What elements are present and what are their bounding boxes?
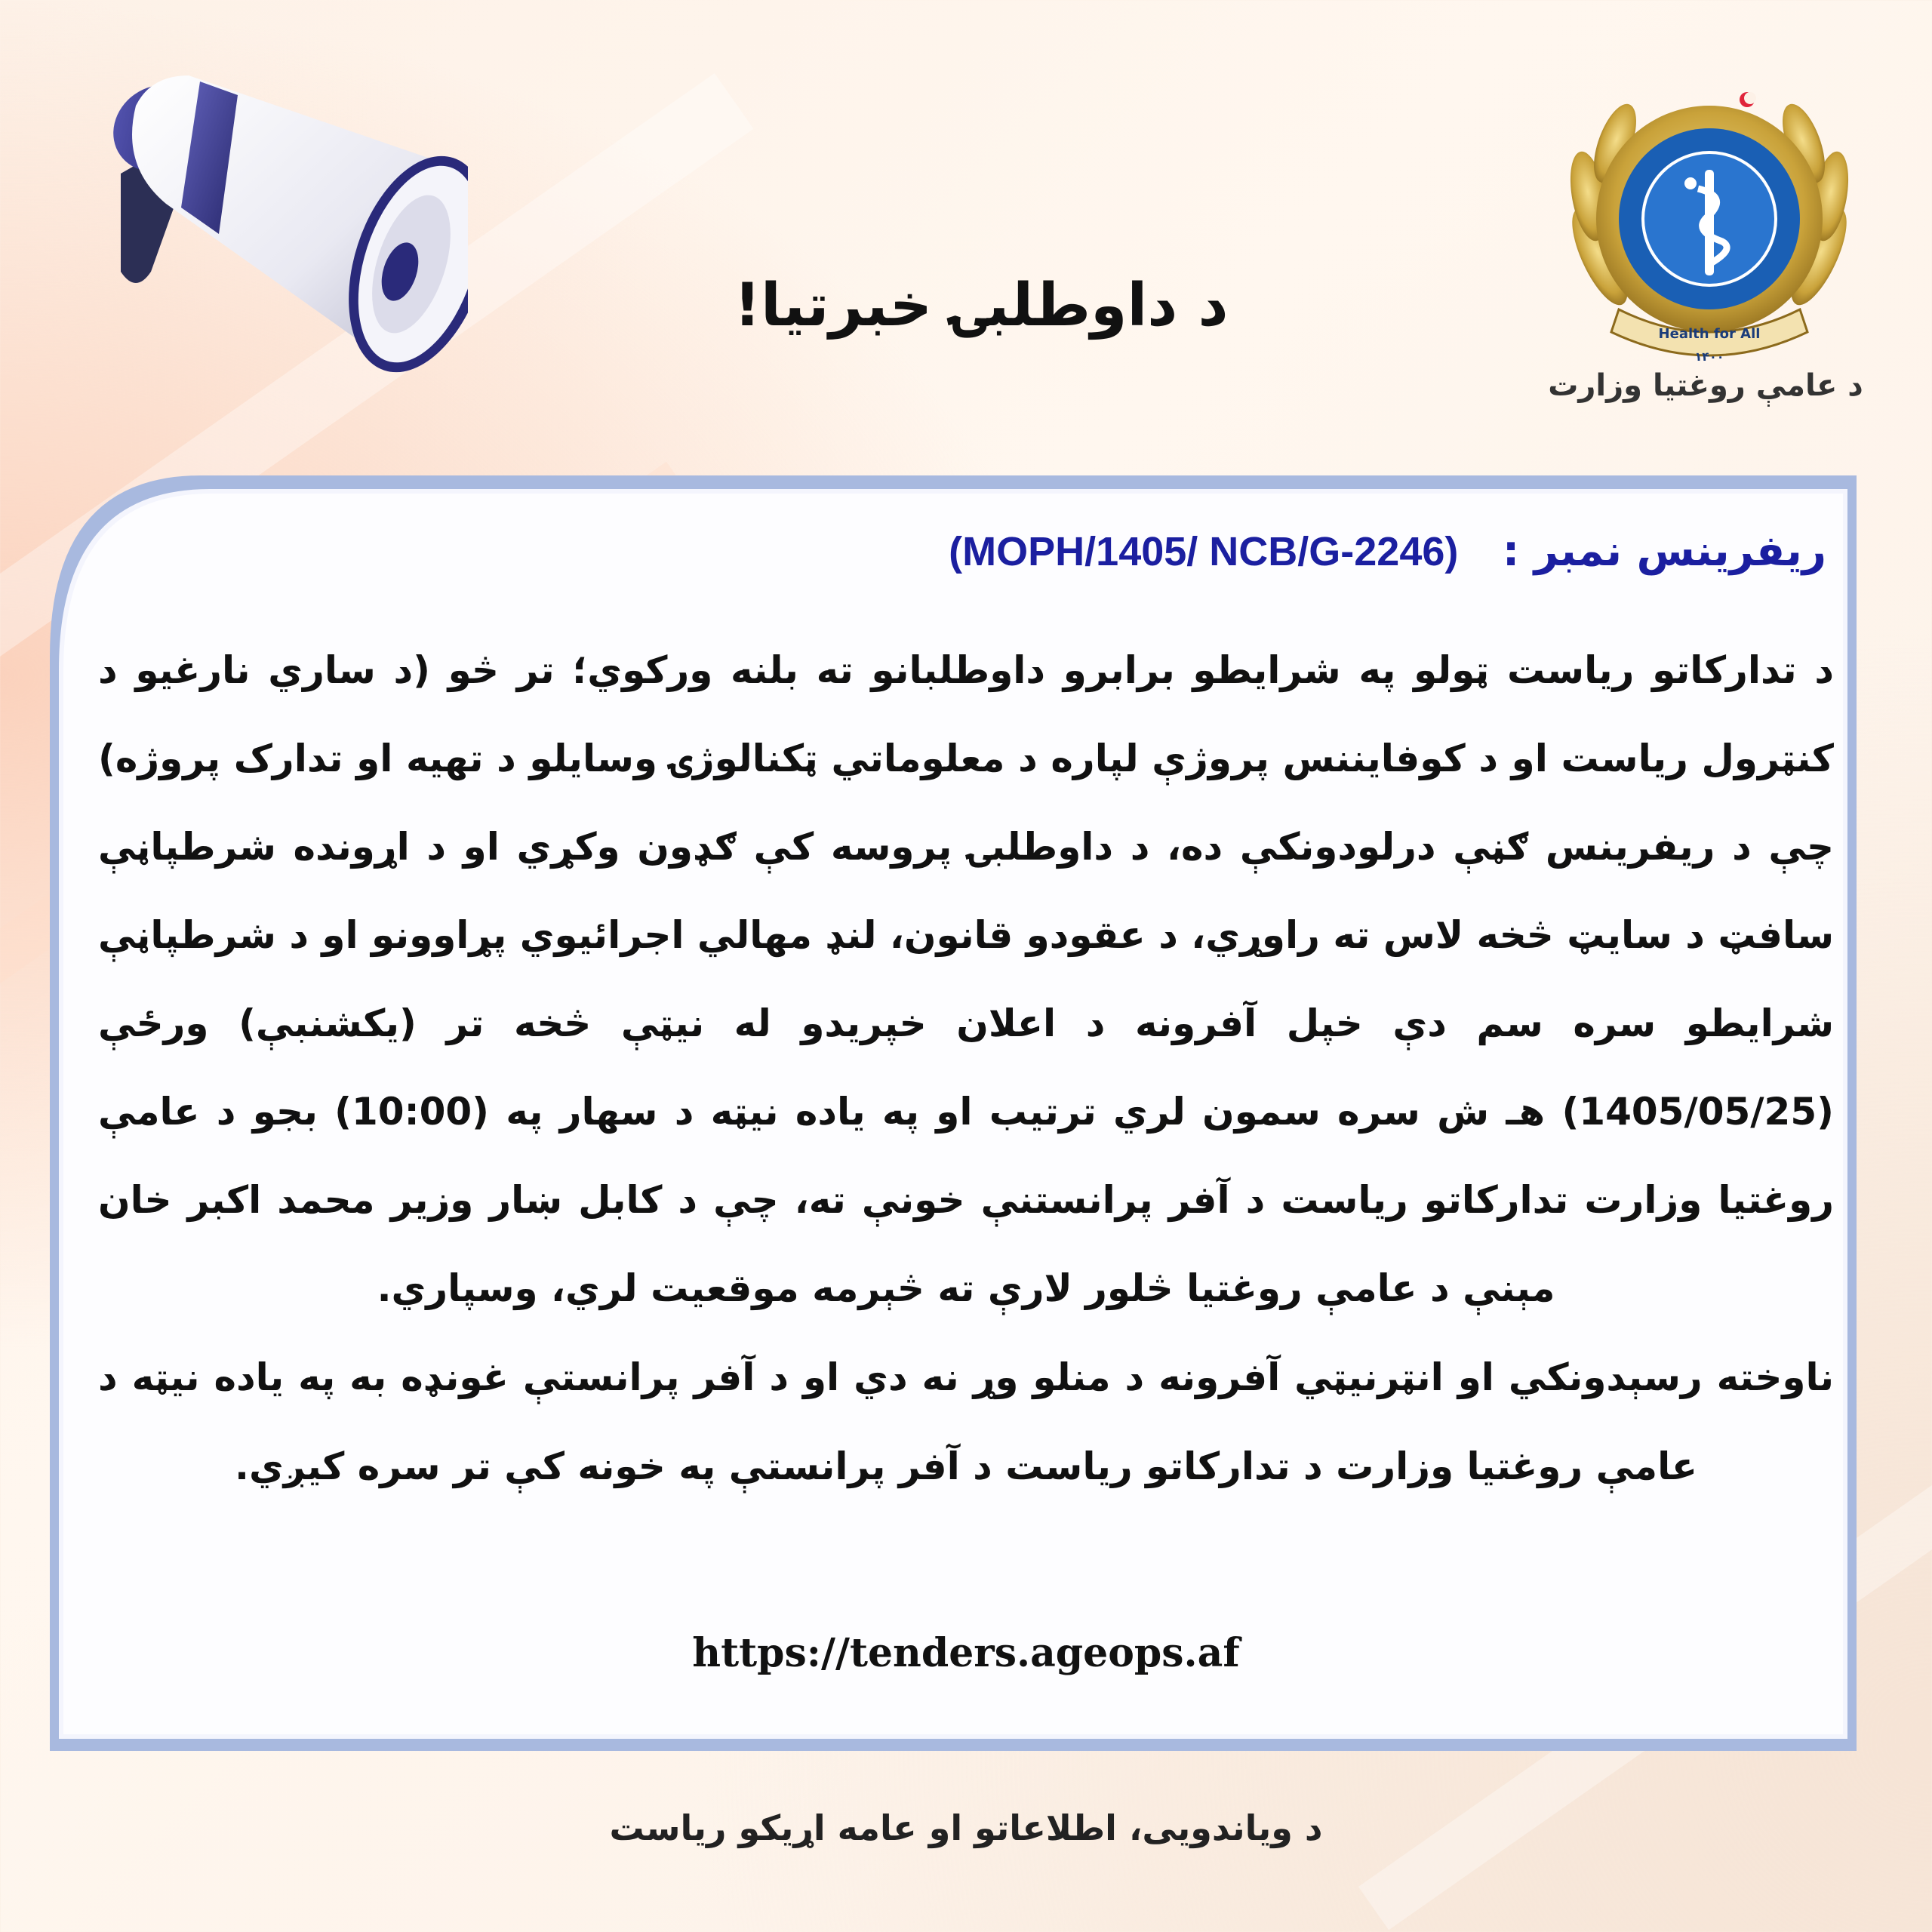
emblem-ribbon-en: Health for All xyxy=(1658,326,1761,342)
announcement-body xyxy=(98,626,1834,1511)
tender-link[interactable]: https://tenders.ageops.af xyxy=(692,1630,1240,1676)
page-title: د داوطلبۍ خبرتیا! xyxy=(734,272,1229,340)
reference-label: ریفرینس نمبر : xyxy=(1502,527,1826,576)
emblem-year: ۱۴۰۰ xyxy=(1694,349,1724,364)
reference-number xyxy=(755,527,1826,595)
reference-value: (MOPH/1405/ NCB/G-2246) xyxy=(949,529,1459,574)
ministry-label: د عامې روغتیا وزارت xyxy=(1548,368,1863,403)
announcement-paragraph-1: د تدارکاتو ریاست ټولو په شرایطو برابرو داوطلبانو ته بلنه ورکوي؛ تر څو (د ساري نارغیو د کنټرول ریاست او د کوفایننس پروژې لپاره د معلوماتي ټکنالوژۍ وسایلو د تهیه او تدارک پروژه) چې د ریفرینس ګڼې درلودونکې ده، د داوطلبۍ پروسه کې ګډون وکړي او د اړونده شرطپاڼې سافټ د سایټ څخه لاس ته راوړي، د عقودو قانون، لنډ مهالي اجرائیوي پړاوونو او د شرطپاڼې شرایطو سره سم دې خپل آفرونه د اعلان خپریدو له نیټې څخه تر (یکشنبې) ورځې (1405/05/25) هـ ش سره سمون لري ترتیب او په یاده نیټه د سهار په (10:00) بجو د عامې روغتیا وزارت تدارکاتو ریاست د آفر پرانستنې خونې ته، چې د کابل ښار وزیر محمد اکبر خان مېنې د عامې روغتیا څلور لارې ته څېرمه موقعیت لري، وسپاري. xyxy=(98,648,1834,1310)
footer-department: د ویاندویی، اطلاعاتو او عامه اړیکو ریاست xyxy=(609,1807,1323,1848)
announcement-paragraph-2: ناوخته رسېدونکي او انټرنیټي آفرونه د منلو وړ نه دي او د آفر پرانستې غونډه به په یاده نیټه د عامې روغتیا وزارت د تدارکاتو ریاست د آفر پرانستې په خونه کې تر سره کیږي. xyxy=(98,1355,1834,1488)
ministry-emblem xyxy=(1555,83,1864,370)
megaphone-icon xyxy=(75,45,468,400)
